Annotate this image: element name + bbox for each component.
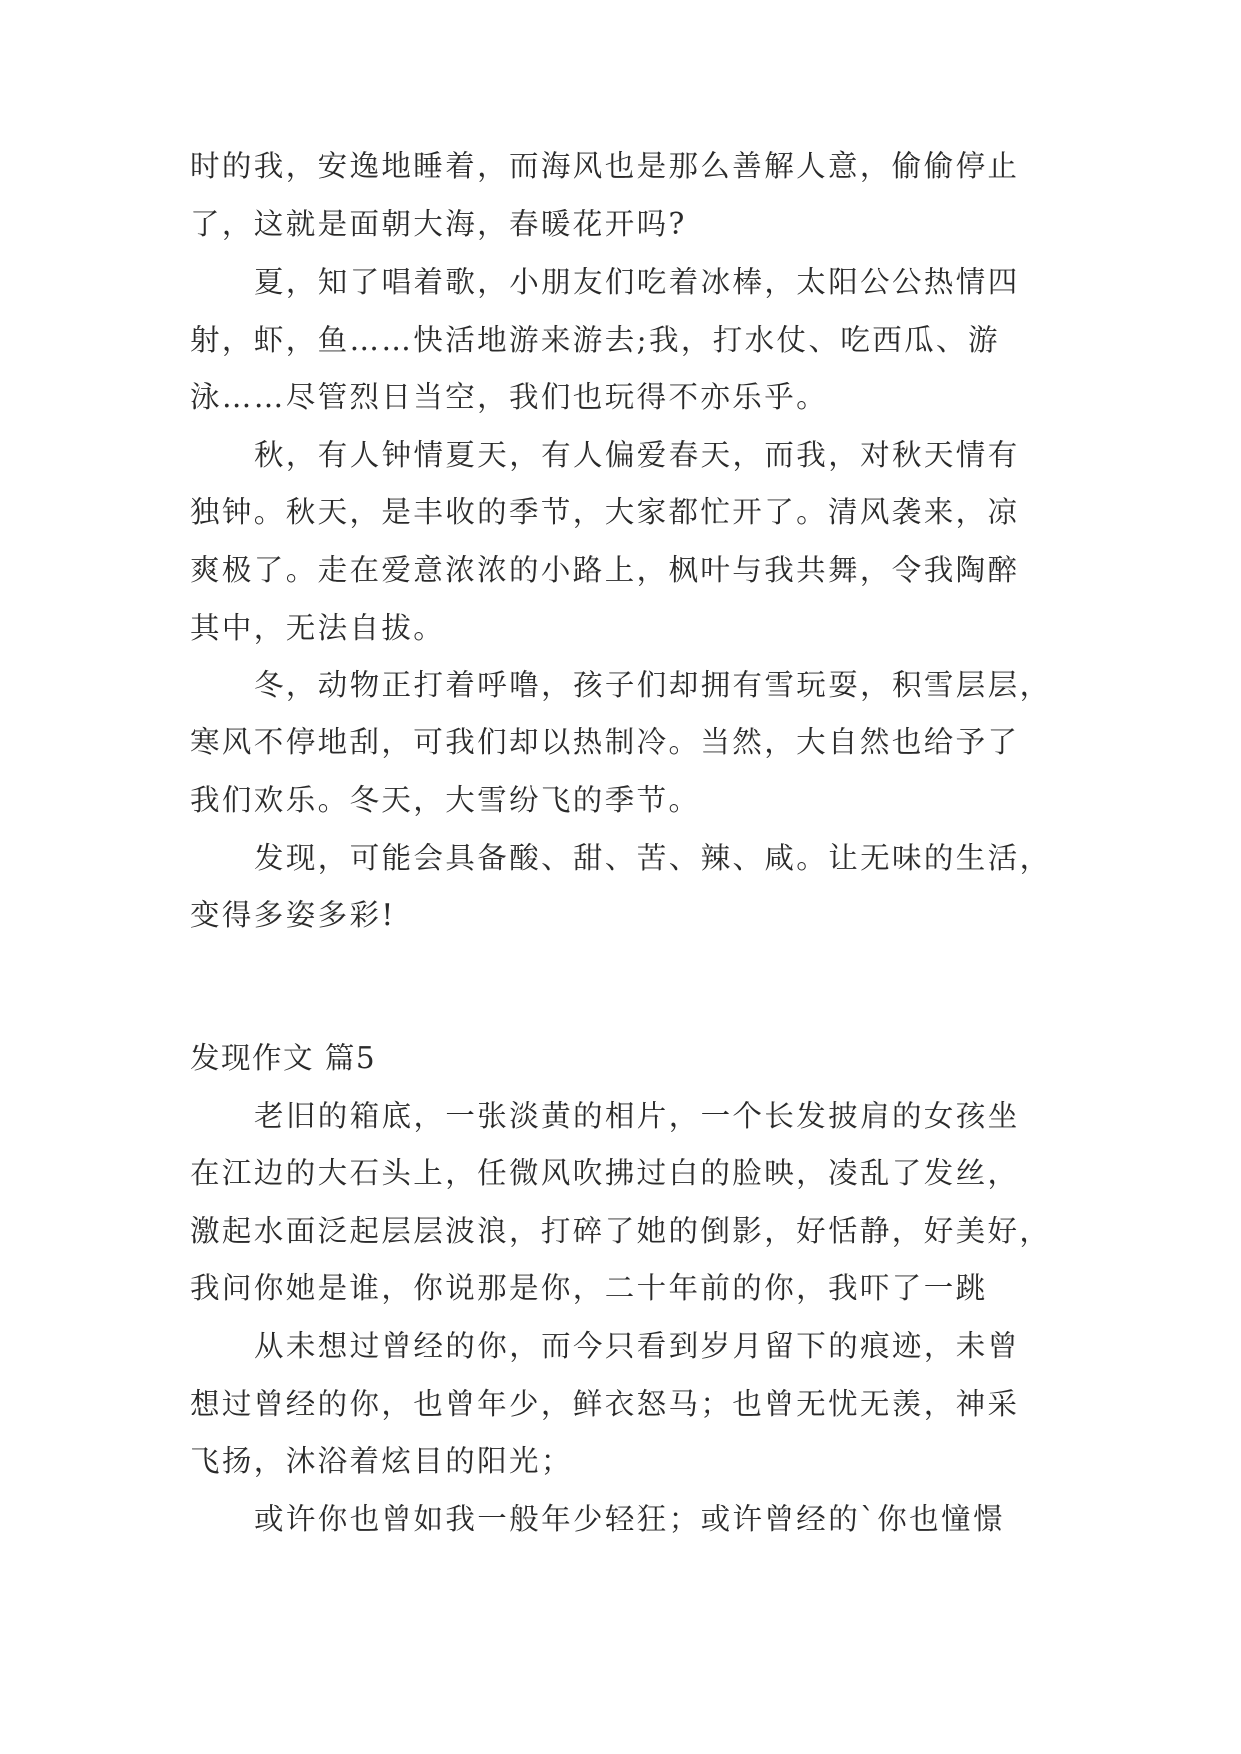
text-line: 冬，动物正打着呼噜，孩子们却拥有雪玩耍，积雪层层， (254, 668, 1052, 702)
text-line: 我问你她是谁，你说那是你，二十年前的你，我吓了一跳 (190, 1271, 988, 1305)
text-line: 发现，可能会具备酸、甜、苦、辣、咸。让无味的生活， (254, 841, 1052, 875)
text-line: 了，这就是面朝大海，春暖花开吗? (190, 207, 687, 241)
text-line: 从未想过曾经的你，而今只看到岁月留下的痕迹，未曾 (254, 1329, 1020, 1363)
text-line: 夏，知了唱着歌，小朋友们吃着冰棒，太阳公公热情四 (254, 265, 1020, 299)
text-line: 秋，有人钟情夏天，有人偏爱春天，而我，对秋天情有 (254, 438, 1020, 472)
text-line: 我们欢乐。冬天，大雪纷飞的季节。 (190, 783, 701, 817)
text-line: 在江边的大石头上，任微风吹拂过白的脸映，凌乱了发丝， (190, 1156, 1020, 1190)
text-line: 寒风不停地刮，可我们却以热制冷。当然，大自然也给予了 (190, 725, 1020, 759)
text-line: 爽极了。走在爱意浓浓的小路上，枫叶与我共舞，令我陶醉 (190, 553, 1020, 587)
text-line: 泳……尽管烈日当空，我们也玩得不亦乐乎。 (190, 380, 829, 414)
section-heading: 发现作文 篇5 (190, 1041, 377, 1075)
text-line: 想过曾经的你，也曾年少，鲜衣怒马；也曾无忧无羡，神采 (190, 1387, 1020, 1421)
text-line: 其中，无法自拔。 (190, 611, 446, 645)
text-line: 老旧的箱底，一张淡黄的相片，一个长发披肩的女孩坐 (254, 1099, 1020, 1133)
text-line: 激起水面泛起层层波浪，打碎了她的倒影，好恬静，好美好， (190, 1214, 1052, 1248)
text-line: 独钟。秋天，是丰收的季节，大家都忙开了。清风袭来，凉 (190, 495, 1020, 529)
text-line: 或许你也曾如我一般年少轻狂；或许曾经的`你也憧憬 (254, 1502, 1005, 1536)
text-line: 射，虾，鱼……快活地游来游去;我，打水仗、吃西瓜、游 (190, 323, 1000, 357)
text-line: 变得多姿多彩! (190, 898, 396, 932)
text-line: 时的我，安逸地睡着，而海风也是那么善解人意，偷偷停止 (190, 149, 1020, 183)
text-line: 飞扬，沐浴着炫目的阳光； (190, 1444, 573, 1478)
